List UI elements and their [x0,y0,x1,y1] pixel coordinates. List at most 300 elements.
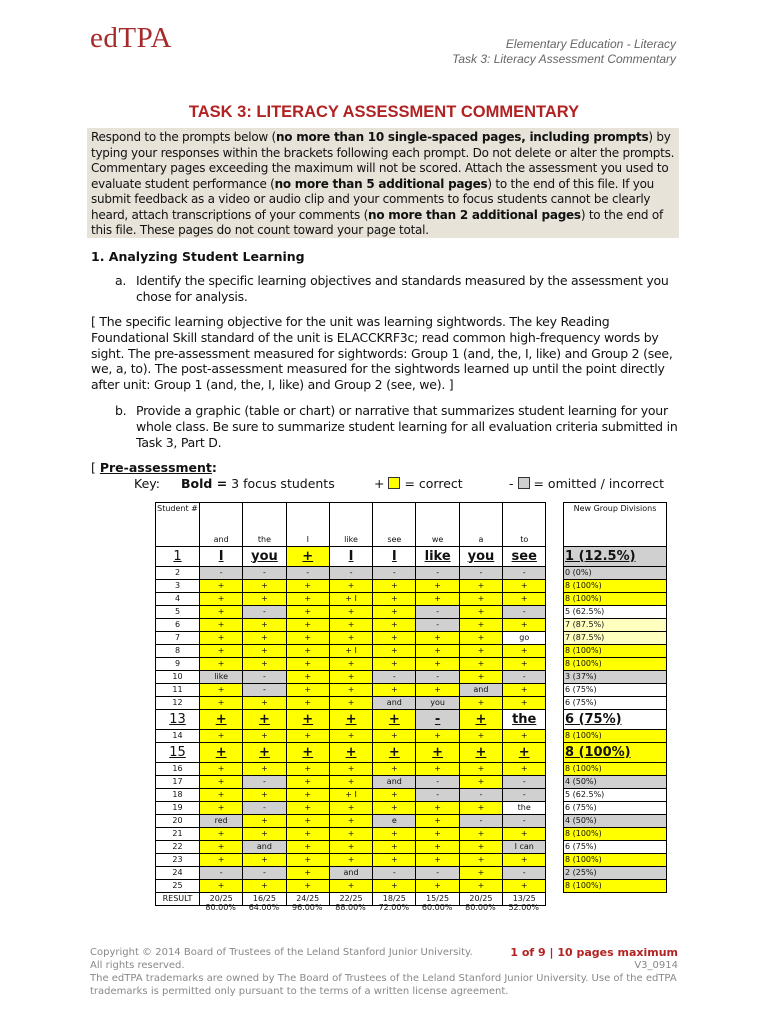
score-cell: + [286,841,329,854]
score-cell: - [503,789,546,802]
score-cell: + [459,619,502,632]
score-cell: - [373,867,416,880]
table-row [156,606,546,619]
score-cell: and [329,867,372,880]
score-cell: + [243,697,286,710]
score-cell: + [329,743,372,763]
key-minus: - [509,476,514,491]
student-number: 17 [156,776,200,789]
score-cell: + [416,743,459,763]
prompt-b: Provide a graphic (table or chart) or narrative that summarizes student learning for your whole class. Be sure to summarize student learning for all evaluation criteria submitted in Task 3, Part D. [136,403,678,450]
score-cell: + [243,815,286,828]
score-cell: - [459,567,502,580]
header-row [156,503,546,534]
score-cell: + [286,619,329,632]
new-group-row [564,854,667,867]
score-cell: + [200,789,243,802]
student-number: 9 [156,658,200,671]
version: V3_0914 [634,960,678,971]
score-cell: + [329,828,372,841]
word-header: like [329,534,372,547]
key-correct [374,476,463,491]
key-omitted-text: = omitted / incorrect [533,476,664,491]
score-cell: + [459,880,502,893]
table-row [156,684,546,697]
score-cell: + [286,606,329,619]
score-cell: + [329,710,372,730]
score-cell: + [373,789,416,802]
score-cell: + [329,671,372,684]
percent-cell: 96.00% [291,903,323,912]
new-group-cell: 5 (62.5%) [564,789,667,802]
new-group-cell: 8 (100%) [564,763,667,776]
pre-colon: : [211,460,217,475]
score-cell: - [416,867,459,880]
score-cell: like [200,671,243,684]
score-cell: + [416,632,459,645]
score-cell: - [243,606,286,619]
rights: All rights reserved. [90,960,185,971]
intro-text-2: ) by typing your responses within the brackets following each prompt. Do not delete or alter the prompts. Commentary pages exceeding the maximum will not be scored. Attach the assessment you used to evaluate student performance ( [91,130,675,191]
score-cell: + [416,854,459,867]
score-cell: - [416,710,459,730]
score-cell: and [459,684,502,697]
score-cell: - [373,671,416,684]
score-cell: + [286,867,329,880]
student-number: 12 [156,697,200,710]
score-cell: + [286,671,329,684]
instructions-box [87,128,679,238]
score-cell: + [200,645,243,658]
new-group-row [564,606,667,619]
pre-label: Pre-assessment [99,460,212,475]
score-cell: + [459,606,502,619]
score-cell: + [200,697,243,710]
pre-assessment-label [91,460,217,475]
score-cell: + [286,710,329,730]
student-number: 19 [156,802,200,815]
student-number: 23 [156,854,200,867]
score-cell: + [200,880,243,893]
key-plus: + [374,476,385,491]
score-cell: + [459,580,502,593]
score-cell: + [503,684,546,697]
new-group-row [564,580,667,593]
score-cell: + [329,880,372,893]
result-cell: 24/25 [286,893,329,906]
score-cell: + [329,763,372,776]
score-cell: - [503,867,546,880]
score-cell: + [243,730,286,743]
table-row [156,580,546,593]
new-group-cell: 1 (12.5%) [564,547,667,567]
score-cell: + [286,763,329,776]
score-cell: + [329,632,372,645]
new-group-row [564,730,667,743]
key-bold [181,476,335,491]
score-cell: + [200,743,243,763]
score-cell: I [200,547,243,567]
score-cell: + [416,645,459,658]
score-cell: + [200,619,243,632]
header-line-1: Elementary Education - Literacy [505,37,676,51]
table-row [156,880,546,893]
student-number: 24 [156,867,200,880]
result-cell: 20/25 [200,893,243,906]
footer [90,946,678,998]
score-cell: + [503,580,546,593]
score-cell: + [200,606,243,619]
new-group-cell: 4 (50%) [564,776,667,789]
score-cell: + [200,802,243,815]
score-cell: e [373,815,416,828]
key-gray-swatch [518,477,530,489]
table-row [156,815,546,828]
score-cell: and [243,841,286,854]
table-row [156,841,546,854]
score-cell: + [286,547,329,567]
score-cell: + [286,854,329,867]
new-group-row [564,841,667,854]
word-header: to [503,534,546,547]
score-cell: - [416,606,459,619]
score-cell: - [243,776,286,789]
score-cell: + [459,697,502,710]
score-cell: + [503,763,546,776]
student-number: 14 [156,730,200,743]
score-cell: + [200,710,243,730]
score-cell: + [459,828,502,841]
new-group-cell: 8 (100%) [564,593,667,606]
new-group-cell: 7 (87.5%) [564,619,667,632]
score-cell: - [200,567,243,580]
new-group-cell: 8 (100%) [564,658,667,671]
score-cell: + [243,828,286,841]
score-cell: + [373,580,416,593]
word-header: we [416,534,459,547]
score-cell: + [416,684,459,697]
intro-text-3: ) to the end of this file. If you submit feedback as a video or audio clip and your comments to focus students cannot be clearly heard, attach transcriptions of your comments ( [91,176,655,222]
score-cell: + [459,645,502,658]
percent-cell: 80.00% [465,903,496,912]
score-cell: I [329,547,372,567]
student-number: 10 [156,671,200,684]
score-cell: - [503,815,546,828]
score-cell: + [286,645,329,658]
student-number: 4 [156,593,200,606]
score-cell: + [459,867,502,880]
percent-cell: 80.00% [205,903,236,912]
header-blank [416,503,459,534]
score-cell: + I [329,645,372,658]
score-cell: + [416,658,459,671]
score-cell: + [416,815,459,828]
score-cell: + [286,776,329,789]
new-group-row [564,632,667,645]
score-cell: red [200,815,243,828]
percent-row [199,903,545,912]
score-cell: + [200,763,243,776]
score-cell: + [286,593,329,606]
new-group-cell: 8 (100%) [564,854,667,867]
score-cell: + [373,880,416,893]
score-cell: + [373,658,416,671]
score-cell: + [200,632,243,645]
score-cell: + [286,880,329,893]
score-cell: + [416,880,459,893]
new-group-cell: 8 (100%) [564,645,667,658]
score-cell: + [200,580,243,593]
score-cell: + [416,802,459,815]
table-row [156,730,546,743]
score-cell: + [329,815,372,828]
score-cell: + [416,828,459,841]
score-cell: + [286,802,329,815]
student-number: 20 [156,815,200,828]
score-cell: + [200,776,243,789]
new-group-header: New Group Divisions [564,503,667,547]
score-cell: + [200,854,243,867]
score-cell: - [329,567,372,580]
score-cell: - [373,567,416,580]
score-cell: + [373,606,416,619]
new-group-row [564,828,667,841]
percent-cell: 88.00% [335,903,366,912]
new-group-cell: 5 (62.5%) [564,606,667,619]
score-cell: and [373,776,416,789]
score-cell: + I [329,789,372,802]
score-cell: + [459,802,502,815]
score-cell: + [373,710,416,730]
score-cell: - [416,619,459,632]
header-blank [200,503,243,534]
score-cell: + [416,730,459,743]
score-cell: + [286,789,329,802]
new-group-row [564,593,667,606]
new-group-row [564,567,667,580]
score-cell: like [416,547,459,567]
score-cell: + [503,645,546,658]
table-row [156,743,546,763]
score-cell: + [503,743,546,763]
new-group-row [564,658,667,671]
result-cell: 22/25 [329,893,372,906]
new-group-row [564,867,667,880]
score-cell: + [286,684,329,697]
score-cell: + [286,828,329,841]
score-cell: + [243,854,286,867]
score-cell: + [329,580,372,593]
result-cell: 20/25 [459,893,502,906]
result-label: RESULT [156,893,200,906]
score-cell: I can [503,841,546,854]
score-cell: + [243,880,286,893]
score-cell: + [503,854,546,867]
score-cell: + [416,763,459,776]
student-number: 25 [156,880,200,893]
edtpa-logo: edTPA [90,22,172,54]
score-cell: + [416,580,459,593]
score-cell: - [503,606,546,619]
score-cell: + [243,619,286,632]
score-cell: - [416,776,459,789]
percent-cell: 72.00% [378,903,410,912]
result-cell: 13/25 [503,893,546,906]
new-group-row [564,776,667,789]
header-blank [243,503,286,534]
new-group-cell: 6 (75%) [564,697,667,710]
score-cell: + [373,743,416,763]
score-cell: you [416,697,459,710]
new-group-row [564,743,667,763]
score-cell: + [200,684,243,697]
student-number: 6 [156,619,200,632]
word-header: and [200,534,243,547]
score-cell: + [200,730,243,743]
key-bold-text: 3 focus students [231,476,335,491]
score-cell: you [243,547,286,567]
score-cell: + [503,828,546,841]
header-blank [286,503,329,534]
score-cell: + [459,632,502,645]
new-group-row [564,763,667,776]
new-group-row [564,789,667,802]
percent-cell: 52.00% [508,903,539,912]
score-cell: + [373,593,416,606]
new-group-cell: 2 (25%) [564,867,667,880]
table-row [156,697,546,710]
new-group-cell: 8 (100%) [564,743,667,763]
score-cell: + [329,802,372,815]
score-cell: - [416,567,459,580]
prompt-a: Identify the specific learning objectives and standards measured by the assessment you chose for analysis. [136,273,669,304]
new-group-cell: 8 (100%) [564,880,667,893]
score-cell: + [243,658,286,671]
intro-bold-2: no more than 5 additional pages [274,176,488,191]
score-cell: - [503,671,546,684]
score-cell: + [200,658,243,671]
student-number: 2 [156,567,200,580]
score-cell: + [286,743,329,763]
new-group-header-row [564,503,667,547]
intro-bold-3: no more than 2 additional pages [368,207,581,222]
score-cell: + [200,841,243,854]
intro-bold-1: no more than 10 single-spaced pages, including prompts [276,130,649,144]
score-cell: + [459,776,502,789]
table-row [156,593,546,606]
score-cell: - [200,867,243,880]
prompt-a-label: a. [115,273,127,288]
table-row [156,658,546,671]
new-group-row [564,619,667,632]
score-cell: + [503,619,546,632]
score-cell: + [373,802,416,815]
score-cell: + [373,841,416,854]
score-cell: + [373,684,416,697]
score-cell: - [503,776,546,789]
score-cell: + [286,632,329,645]
key-label: Key: [134,476,160,491]
response-a[interactable]: [ The specific learning objective for the unit was learning sightwords. The key Reading Foundational Skill standard of the unit is ELACCKRF3c; read common high-frequency words by sight. The pre-assessment measured for sightwords: Group 1 (and, the, I, like) and Group 2 (see, we, a, to). The post-assessment measured for the sightwords learned up until the point directly after unit: Group 1 (and, the, I, like) and Group 2 (see, we). ] [91,314,673,393]
score-cell: + [459,743,502,763]
student-number: 16 [156,763,200,776]
intro-text-1: Respond to the prompts below ( [91,130,276,144]
pre-bracket: [ [91,460,100,475]
page-count: 1 of 9 | 10 pages maximum [510,946,678,959]
new-group-row [564,671,667,684]
score-cell: + [243,743,286,763]
section-heading: 1. Analyzing Student Learning [91,249,305,264]
result-cell: 15/25 [416,893,459,906]
score-cell: go [503,632,546,645]
score-cell: + I [329,593,372,606]
new-group-cell: 6 (75%) [564,841,667,854]
intro-text-4: ) to the end of this file. These pages do not count toward your page total. [91,207,663,237]
word-header-row [156,534,546,547]
table-row [156,547,546,567]
table-row [156,867,546,880]
new-group-row [564,697,667,710]
percent-cell: 60.00% [421,903,453,912]
score-cell: + [373,645,416,658]
score-cell: + [329,776,372,789]
key-bold-label: Bold = [181,476,228,491]
new-group-row [564,880,667,893]
score-cell: - [243,671,286,684]
trademark: The edTPA trademarks are owned by The Board of Trustees of the Leland Stanford Junior University. Use of the edTPA trademarks is permitted only pursuant to the terms of a written license agreement. [90,973,677,997]
score-cell: + [286,730,329,743]
student-number: 13 [156,710,200,730]
score-cell: + [416,841,459,854]
score-cell: + [503,730,546,743]
score-cell: + [459,854,502,867]
table-row [156,632,546,645]
header-blank [503,503,546,534]
new-group-cell: 8 (100%) [564,580,667,593]
word-header: I [286,534,329,547]
new-group-row [564,645,667,658]
new-group-cell: 4 (50%) [564,815,667,828]
new-group-cell: 3 (37%) [564,671,667,684]
score-cell: + [200,828,243,841]
student-number: 7 [156,632,200,645]
score-cell: + [329,684,372,697]
assessment-table [155,502,546,906]
score-cell: + [373,828,416,841]
score-cell: the [503,802,546,815]
score-cell: - [416,671,459,684]
new-group-cell: 6 (75%) [564,802,667,815]
new-group-cell: 7 (87.5%) [564,632,667,645]
score-cell: + [459,730,502,743]
score-cell: + [459,593,502,606]
new-group-cell: 6 (75%) [564,710,667,730]
result-cell: 16/25 [243,893,286,906]
header-blank [373,503,416,534]
score-cell: + [243,645,286,658]
score-cell: + [503,658,546,671]
score-cell: + [286,580,329,593]
score-cell: - [243,867,286,880]
student-number: 5 [156,606,200,619]
score-cell: + [329,606,372,619]
new-group-cell: 0 (0%) [564,567,667,580]
header-blank [329,503,372,534]
score-cell: + [286,697,329,710]
score-cell: + [286,815,329,828]
key-yellow-swatch [388,477,400,489]
table-row [156,854,546,867]
